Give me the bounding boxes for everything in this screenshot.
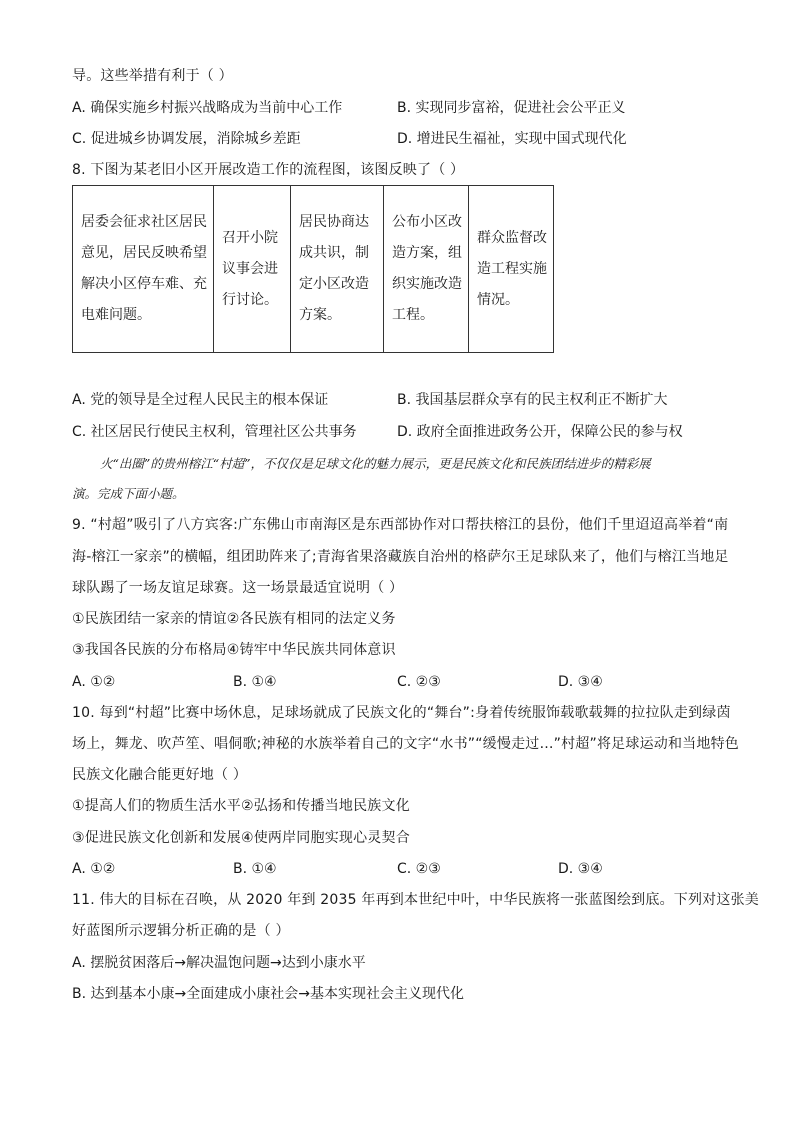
- q7-option-c: C. 促进城乡协调发展，消除城乡差距: [72, 131, 301, 147]
- q7-option-b: B. 实现同步富裕，促进社会公平正义: [397, 100, 626, 116]
- q9-stem-line-3: 球队踢了一场友谊足球赛。这一场景最适宜说明（ ）: [72, 580, 404, 596]
- reading-passage-line-2: 演。完成下面小题。: [72, 486, 185, 501]
- q10-option-a: A. ①②: [72, 861, 116, 877]
- q9-option-b: B. ①④: [233, 674, 277, 690]
- reading-passage-line-1: 火“出圈”的贵州榕江“村超”，不仅仅是足球文化的魅力展示，更是民族文化和民族团结进步的精彩展: [100, 456, 651, 471]
- q9-option-c: C. ②③: [397, 674, 441, 690]
- q7-option-d: D. 增进民生福祉，实现中国式现代化: [397, 131, 627, 147]
- q10-option-b: B. ①④: [233, 861, 277, 877]
- question-7-stem-end: 导。这些举措有利于（ ）: [72, 68, 233, 84]
- flow-step-4: 公布小区改造方案，组织实施改造工程。: [384, 186, 469, 353]
- q8-option-d: D. 政府全面推进政务公开，保障公民的参与权: [397, 424, 683, 440]
- question-8-stem: 8. 下图为某老旧小区开展改造工作的流程图，该图反映了（ ）: [72, 162, 465, 178]
- flow-step-1: 居委会征求社区居民意见，居民反映希望解决小区停车难、充电难问题。: [73, 186, 214, 353]
- flow-step-5: 群众监督改造工程实施情况。: [469, 186, 554, 353]
- q11-stem-line-1: 11. 伟大的目标在召唤，从 2020 年到 2035 年再到本世纪中叶，中华民族将一张蓝图绘到底。下列对这张美: [72, 892, 759, 908]
- q9-statements-1: ①民族团结一家亲的情谊②各民族有相同的法定义务: [72, 611, 396, 627]
- q11-option-a: A. 摆脱贫困落后→解决温饱问题→达到小康水平: [72, 955, 366, 971]
- q10-option-c: C. ②③: [397, 861, 441, 877]
- q10-stem-line-3: 民族文化融合能更好地（ ）: [72, 767, 248, 783]
- renovation-flowchart: [72, 185, 554, 353]
- q8-option-b: B. 我国基层群众享有的民主权利正不断扩大: [397, 392, 668, 408]
- q10-stem-line-1: 10. 每到“村超”比赛中场休息，足球场就成了民族文化的“舞台”:身着传统服饰载歌载舞的拉拉队走到绿茵: [72, 705, 731, 721]
- flow-step-3: 居民协商达成共识，制定小区改造方案。: [291, 186, 384, 353]
- q7-option-a: A. 确保实施乡村振兴战略成为当前中心工作: [72, 100, 343, 116]
- q10-statements-2: ③促进民族文化创新和发展④使两岸同胞实现心灵契合: [72, 830, 410, 846]
- q10-statements-1: ①提高人们的物质生活水平②弘扬和传播当地民族文化: [72, 798, 410, 814]
- q8-option-c: C. 社区居民行使民主权利，管理社区公共事务: [72, 424, 357, 440]
- q8-option-a: A. 党的领导是全过程人民民主的根本保证: [72, 392, 329, 408]
- q9-stem-line-1: 9. “村超”吸引了八方宾客:广东佛山市南海区是东西部协作对口帮扶榕江的县份，他们千里迢迢高举着“南: [72, 517, 729, 533]
- flow-step-2: 召开小院议事会进行讨论。: [214, 186, 291, 353]
- q11-option-b: B. 达到基本小康→全面建成小康社会→基本实现社会主义现代化: [72, 986, 464, 1002]
- q10-stem-line-2: 场上，舞龙、吹芦笙、唱侗歌;神秘的水族举着自己的文字“水书”“缓慢走过…”村超”将足球运动和当地特色: [72, 736, 739, 752]
- q9-stem-line-2: 海-榕江一家亲”的横幅，组团助阵来了;青海省果洛藏族自治州的格萨尔王足球队来了，他们与榕江当地足: [72, 549, 729, 565]
- q11-stem-line-2: 好蓝图所示逻辑分析正确的是（ ）: [72, 923, 290, 939]
- q9-option-d: D. ③④: [558, 674, 603, 690]
- q10-option-d: D. ③④: [558, 861, 603, 877]
- q9-statements-2: ③我国各民族的分布格局④铸牢中华民族共同体意识: [72, 642, 396, 658]
- q9-option-a: A. ①②: [72, 674, 116, 690]
